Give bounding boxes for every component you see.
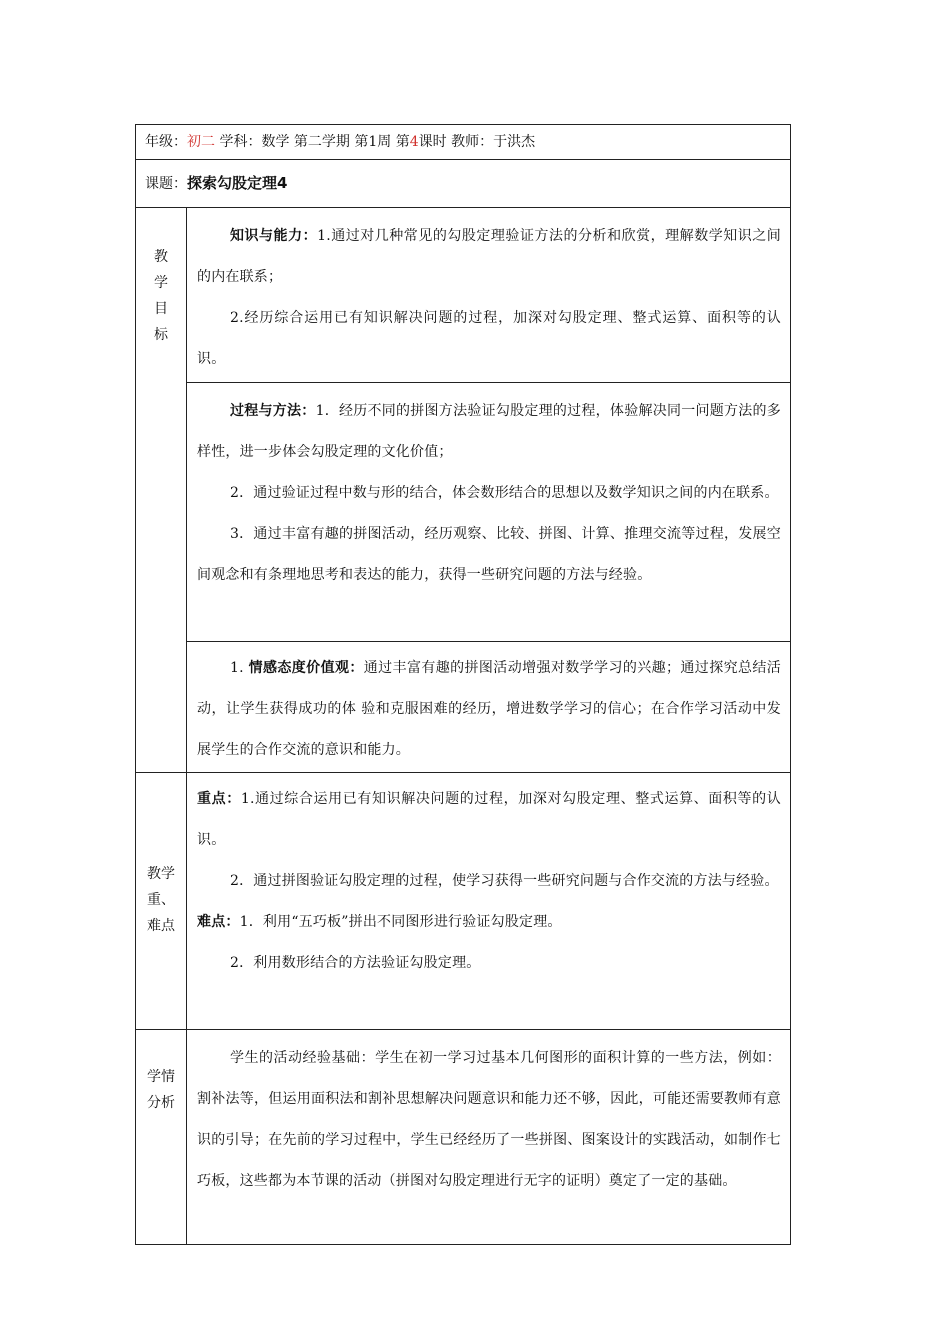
keypoints-row <box>136 773 791 1030</box>
keypoints-side-line: 难点 <box>147 918 175 934</box>
knowledge-p1: 1.通过对几种常见的勾股定理验证方法的分析和欣赏，理解数学知识之间的内在联系； <box>197 228 781 285</box>
goals-side-char: 目 <box>154 301 168 317</box>
attitude-title: 情感态度价值观： <box>248 660 364 676</box>
keypoints-side-label <box>136 773 187 1030</box>
keypoints-side-line: 重、 <box>147 892 175 908</box>
process-title: 过程与方法： <box>230 403 316 419</box>
process-p1: 1．经历不同的拼图方法验证勾股定理的过程，体验解决同一问题方法的多样性，进一步体会勾股定理的文化价值； <box>197 403 781 460</box>
analysis-side-line: 学情 <box>147 1069 175 1085</box>
analysis-text: 学生的活动经验基础：学生在初一学习过基本几何图形的面积计算的一些方法，例如：割补法等，但运用面积法和割补思想解决问题意识和能力还不够，因此，可能还需要教师有意识的引导；在先前的学习过程中，学生已经经历了一些拼图、图案设计的实践活动，如制作七巧板，这些都为本节课的活动（拼图对勾股定理进行无字的证明）奠定了一定的基础。 <box>197 1050 781 1189</box>
knowledge-paragraph <box>197 216 781 298</box>
key-p2: 2．通过拼图验证勾股定理的过程，使学习获得一些研究问题与合作交流的方法与经验。 <box>230 873 779 889</box>
header-cell <box>136 125 791 160</box>
process-p2: 2．通过验证过程中数与形的结合，体会数形结合的思想以及数学知识之间的内在联系。 <box>230 485 779 501</box>
header-row <box>136 125 791 160</box>
analysis-row <box>136 1030 791 1245</box>
goals-side-label <box>136 208 187 773</box>
topic-title: 探索勾股定理4 <box>187 174 288 192</box>
process-paragraph <box>197 391 781 473</box>
analysis-side-line: 分析 <box>147 1095 175 1111</box>
analysis-side-label <box>136 1030 187 1245</box>
attitude-p1: 通过丰富有趣的拼图活动增强对数学学习的兴趣；通过探究总结活动，让学生获得成功的体 验和克服困难的经历，增进数学学习的信心；在合作学习活动中发展学生的合作交流的意识和能力。 <box>197 660 781 758</box>
attitude-cell <box>187 642 791 773</box>
subject-text: 学科：数学 第二学期 第1周 第 <box>219 134 410 150</box>
key-p1: 1.通过综合运用已有知识解决问题的过程，加深对勾股定理、整式运算、面积等的认识。 <box>197 791 781 848</box>
difficulty-p1: 1．利用“五巧板”拼出不同图形进行验证勾股定理。 <box>239 914 562 930</box>
goals-knowledge-row <box>136 208 791 383</box>
grade-value: 初二 <box>187 134 215 150</box>
attitude-num: 1. <box>230 660 249 676</box>
goals-attitude-row <box>136 642 791 773</box>
difficulty-p2: 2．利用数形结合的方法验证勾股定理。 <box>230 955 481 971</box>
goals-side-char: 教 <box>154 249 168 265</box>
topic-label: 课题： <box>145 176 187 192</box>
knowledge-p2: 2.经历综合运用已有知识解决问题的过程，加深对勾股定理、整式运算、面积等的认识。 <box>197 310 781 367</box>
goals-side-char: 学 <box>154 275 168 291</box>
knowledge-title: 知识与能力： <box>230 228 318 244</box>
lesson-plan-page <box>135 124 790 1245</box>
process-p3: 3．通过丰富有趣的拼图活动，经历观察、比较、拼图、计算、推理交流等过程，发展空间观念和有条理地思考和表达的能力，获得一些研究问题的方法与经验。 <box>197 526 781 583</box>
keypoints-cell <box>187 773 791 1030</box>
difficulty-paragraph <box>197 902 781 943</box>
difficulty-label: 难点： <box>197 914 240 930</box>
period-number: 4 <box>409 134 419 150</box>
topic-row <box>136 160 791 208</box>
process-cell <box>187 383 791 642</box>
key-label: 重点： <box>197 791 241 807</box>
goals-process-row <box>136 383 791 642</box>
goals-side-char: 标 <box>154 327 168 343</box>
key-paragraph <box>197 779 781 861</box>
grade-label: 年级： <box>145 134 187 150</box>
analysis-cell <box>187 1030 791 1245</box>
knowledge-cell <box>187 208 791 383</box>
attitude-paragraph <box>197 648 781 771</box>
topic-cell <box>136 160 791 208</box>
period-teacher: 课时 教师：于洪杰 <box>418 134 536 150</box>
keypoints-side-line: 教学 <box>147 866 175 882</box>
lesson-plan-table <box>135 124 791 1245</box>
